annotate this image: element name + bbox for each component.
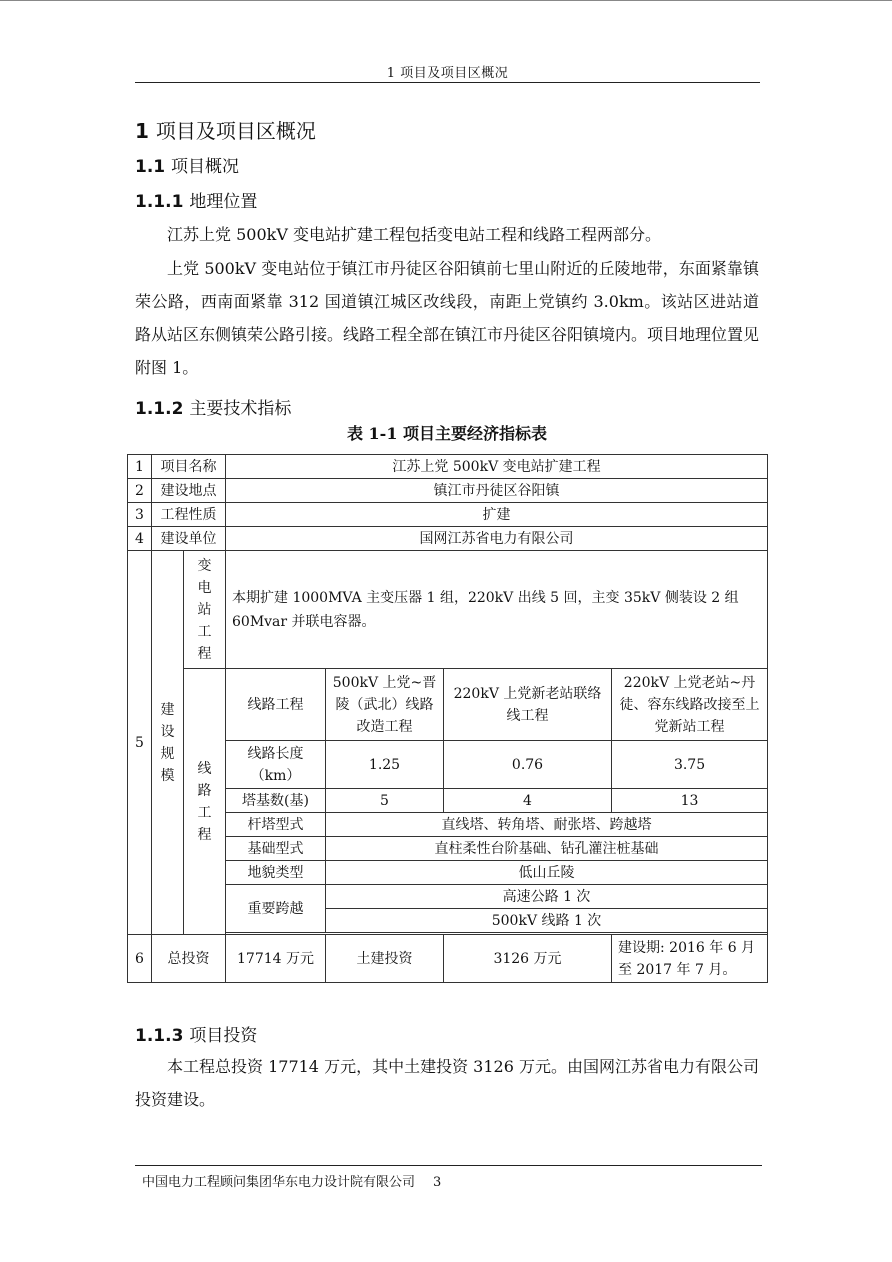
heading-1-1-2-text: 主要技术指标	[189, 399, 292, 419]
heading-1-1-1	[135, 187, 257, 212]
row-number: 1	[128, 455, 152, 479]
heading-1-1-2	[135, 394, 291, 419]
scale-group-char: 建	[160, 701, 175, 718]
running-head-rule	[135, 82, 760, 83]
heading-1-number: 1	[135, 119, 149, 143]
heading-1-1-3-number: 1.1.3	[135, 1026, 184, 1046]
towers-value: 4	[444, 789, 612, 813]
scale-group-label	[152, 551, 184, 935]
line-col-2: 220kV 上党新老站联络线工程	[444, 669, 612, 741]
row-label: 建设地点	[152, 479, 226, 503]
paragraph-overview-text: 江苏上党 500kV 变电站扩建工程包括变电站工程和线路工程两部分。	[167, 225, 661, 244]
footer-rule	[135, 1165, 762, 1166]
paragraph-investment	[135, 1050, 759, 1116]
crossing-value: 高速公路 1 次	[326, 885, 768, 909]
towers-value: 13	[612, 789, 768, 813]
length-label: 线路长度（km）	[226, 741, 326, 789]
row-value: 江苏上党 500kV 变电站扩建工程	[226, 455, 768, 479]
substation-label	[184, 551, 226, 669]
table-row	[128, 503, 768, 527]
civil-label: 土建投资	[326, 935, 444, 983]
table-row-substation	[128, 551, 768, 669]
page-number: 3	[433, 1175, 442, 1190]
paragraph-investment-text: 本工程总投资 17714 万元，其中土建投资 3126 万元。由国网江苏省电力有限公司投资建设。	[135, 1057, 759, 1109]
row-number: 3	[128, 503, 152, 527]
heading-1-1-1-text: 地理位置	[189, 192, 258, 212]
line-label-char: 路	[197, 782, 212, 799]
towers-value: 5	[326, 789, 444, 813]
table-title: 表 1-1 项目主要经济指标表	[346, 424, 548, 443]
scale-group-char: 规	[160, 745, 175, 762]
heading-1-1-3	[135, 1021, 257, 1046]
tower-type-label: 杆塔型式	[226, 813, 326, 837]
row-label: 建设单位	[152, 527, 226, 551]
table-row-line-header	[128, 669, 768, 741]
substation-value: 本期扩建 1000MVA 主变压器 1 组，220kV 出线 5 回，主变 35kV 侧装设 2 组 60Mvar 并联电容器。	[226, 551, 768, 669]
table-row	[128, 479, 768, 503]
substation-label-char: 站	[197, 601, 212, 618]
table-row	[128, 527, 768, 551]
length-value: 1.25	[326, 741, 444, 789]
construction-period: 建设期: 2016 年 6 月至 2017 年 7 月。	[612, 935, 768, 983]
towers-label: 塔基数(基)	[226, 789, 326, 813]
substation-label-char: 程	[197, 645, 212, 662]
line-col-3: 220kV 上党老站~丹徒、容东线路改接至上党新站工程	[612, 669, 768, 741]
line-col-1: 500kV 上党~晋陵（武北）线路改造工程	[326, 669, 444, 741]
substation-label-char: 变	[197, 557, 212, 574]
foundation-value: 直柱柔性台阶基础、钻孔灌注桩基础	[326, 837, 768, 861]
table-row-investment	[128, 935, 768, 983]
investment-total: 17714 万元	[226, 935, 326, 983]
crossing-value: 500kV 线路 1 次	[326, 909, 768, 933]
line-label-char: 程	[197, 826, 212, 843]
heading-1-1-3-text: 项目投资	[189, 1026, 258, 1046]
row-label: 项目名称	[152, 455, 226, 479]
length-value: 3.75	[612, 741, 768, 789]
paragraph-location-text: 上党 500kV 变电站位于镇江市丹徒区谷阳镇前七里山附近的丘陵地带，东面紧靠镇荣公路，西南面紧靠 312 国道镇江城区改线段，南距上党镇约 3.0km。该站区进站道路从站区东侧镇荣公路引接。线路工程全部在镇江市丹徒区谷阳镇境内。项目地理位置见附图 1。	[135, 259, 760, 377]
row-number: 4	[128, 527, 152, 551]
investment-label: 总投资	[152, 935, 226, 983]
heading-1	[135, 115, 316, 144]
line-label-char: 工	[197, 804, 212, 821]
paragraph-overview	[135, 218, 759, 251]
heading-1-1-number: 1.1	[135, 157, 166, 177]
heading-1-1	[135, 152, 239, 177]
indicator-table	[127, 454, 768, 983]
heading-1-text: 项目及项目区概况	[155, 119, 316, 143]
row-number: 5	[128, 551, 152, 935]
heading-1-1-2-number: 1.1.2	[135, 399, 184, 419]
length-value: 0.76	[444, 741, 612, 789]
top-border	[0, 0, 892, 1]
terrain-label: 地貌类型	[226, 861, 326, 885]
table-row	[128, 455, 768, 479]
running-head: 1 项目及项目区概况	[386, 66, 509, 81]
tower-type-value: 直线塔、转角塔、耐张塔、跨越塔	[326, 813, 768, 837]
row-number: 6	[128, 935, 152, 983]
heading-1-1-1-number: 1.1.1	[135, 192, 184, 212]
line-header: 线路工程	[226, 669, 326, 741]
scale-group-char: 设	[160, 723, 175, 740]
row-value: 镇江市丹徒区谷阳镇	[226, 479, 768, 503]
line-label	[184, 669, 226, 935]
row-label: 工程性质	[152, 503, 226, 527]
row-value: 扩建	[226, 503, 768, 527]
paragraph-location	[135, 252, 759, 384]
footer-org: 中国电力工程顾问集团华东电力设计院有限公司	[142, 1175, 416, 1190]
line-label-char: 线	[197, 760, 212, 777]
row-number: 2	[128, 479, 152, 503]
heading-1-1-text: 项目概况	[171, 157, 240, 177]
footer	[142, 1171, 441, 1190]
terrain-value: 低山丘陵	[326, 861, 768, 885]
scale-group-char: 模	[160, 767, 175, 784]
substation-label-char: 电	[197, 579, 212, 596]
crossing-label: 重要跨越	[226, 885, 326, 933]
foundation-label: 基础型式	[226, 837, 326, 861]
civil-value: 3126 万元	[444, 935, 612, 983]
substation-label-char: 工	[197, 623, 212, 640]
row-value: 国网江苏省电力有限公司	[226, 527, 768, 551]
